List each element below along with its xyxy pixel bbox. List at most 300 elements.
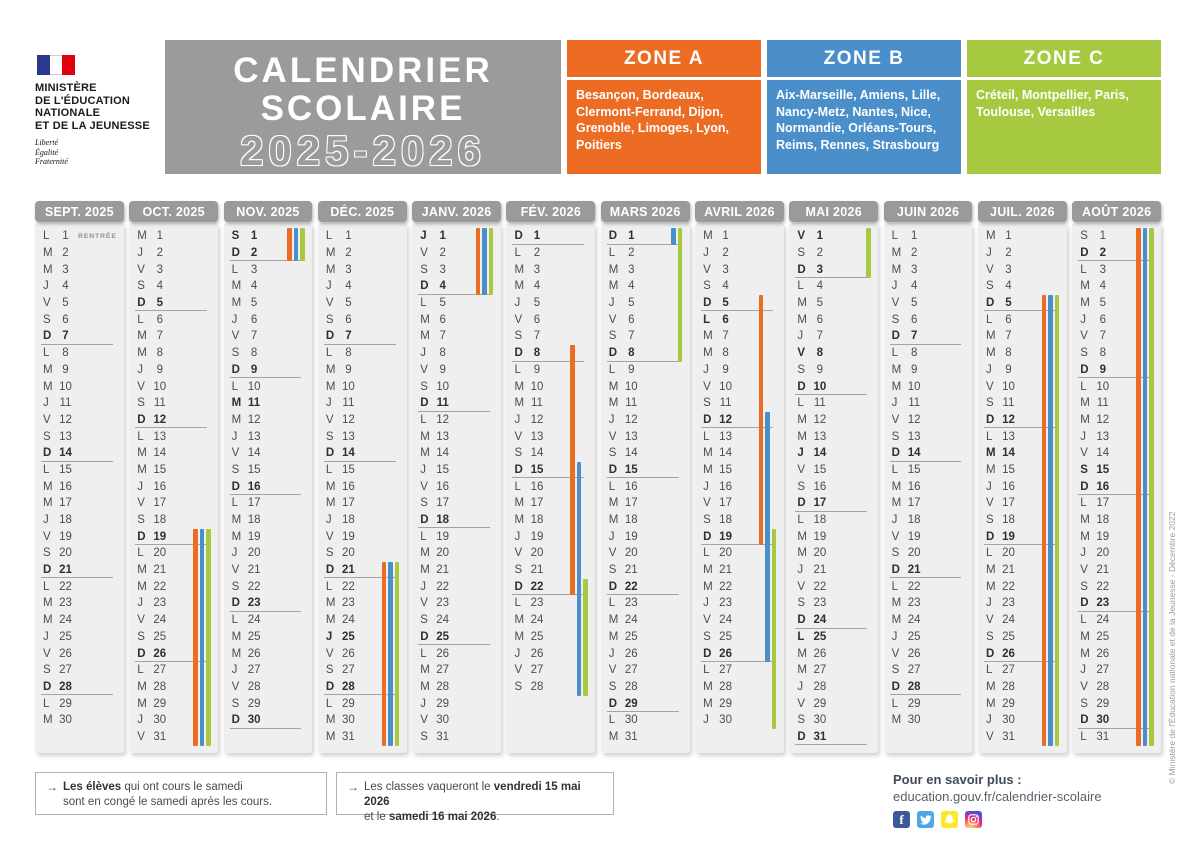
day-number: 25 — [436, 630, 450, 643]
day-row — [978, 428, 1067, 445]
day-row — [318, 595, 407, 612]
day-number: 15 — [59, 463, 72, 476]
day-letter: M — [985, 447, 996, 460]
day-letter: V — [797, 463, 806, 476]
day-number: 24 — [1002, 614, 1015, 627]
day-number: 4 — [816, 280, 824, 293]
may-bridge-note — [336, 772, 614, 823]
day-letter: J — [514, 297, 521, 310]
day-number: 6 — [533, 313, 541, 326]
day-row — [318, 278, 407, 295]
day-letter: M — [1080, 397, 1090, 410]
day-number: 5 — [156, 297, 163, 310]
day-letter: D — [985, 413, 995, 426]
month-header: FÉV. 2026 — [506, 201, 595, 222]
day-number: 21 — [530, 564, 544, 577]
day-row — [35, 679, 124, 696]
day-row — [1072, 311, 1161, 328]
day-row — [978, 695, 1067, 712]
month-body — [695, 223, 784, 753]
day-letter: S — [608, 330, 617, 343]
day-letter: L — [43, 230, 50, 243]
day-letter: L — [797, 630, 805, 643]
day-row — [129, 378, 218, 395]
day-letter: D — [797, 263, 806, 276]
day-letter: S — [1080, 230, 1088, 243]
day-number: 7 — [722, 330, 729, 343]
day-number: 16 — [153, 480, 167, 493]
day-row — [978, 295, 1067, 312]
day-row — [318, 412, 407, 429]
day-number: 25 — [624, 630, 638, 643]
day-letter: M — [420, 430, 430, 443]
day-letter: L — [797, 397, 804, 410]
day-row — [695, 612, 784, 629]
day-letter: M — [1080, 630, 1090, 643]
day-row — [601, 412, 690, 429]
day-letter: D — [231, 714, 240, 727]
day-number: 12 — [1002, 413, 1015, 426]
day-letter: V — [985, 614, 994, 627]
day-number: 12 — [341, 413, 355, 426]
day-row — [129, 562, 218, 579]
day-number: 4 — [1099, 280, 1106, 293]
saturday-note — [35, 772, 327, 815]
day-letter: L — [325, 580, 333, 593]
day-row — [506, 512, 595, 529]
day-number: 2 — [910, 247, 918, 260]
day-letter: S — [43, 547, 51, 560]
day-number: 6 — [816, 313, 824, 326]
day-row — [224, 362, 313, 379]
day-letter: D — [514, 347, 523, 360]
day-number: 11 — [1002, 397, 1015, 410]
day-row — [1072, 328, 1161, 345]
day-letter: M — [703, 564, 713, 577]
day-row — [695, 412, 784, 429]
month-header: OCT. 2025 — [129, 201, 218, 222]
day-row — [224, 395, 313, 412]
day-row — [318, 261, 407, 278]
day-number: 9 — [156, 363, 163, 376]
day-number: 18 — [153, 514, 167, 527]
day-row — [978, 645, 1067, 662]
day-row — [789, 578, 878, 595]
day-letter: L — [325, 230, 333, 243]
twitter-icon[interactable] — [917, 811, 934, 828]
day-number: 9 — [62, 363, 69, 376]
note-segment: . — [496, 811, 500, 823]
day-letter: D — [1080, 714, 1089, 727]
day-letter: L — [985, 430, 993, 443]
day-letter: M — [43, 497, 53, 510]
day-letter: M — [325, 614, 336, 627]
day-row — [601, 578, 690, 595]
day-letter: D — [703, 297, 712, 310]
day-row — [412, 662, 501, 679]
day-letter: S — [514, 330, 523, 343]
day-letter: V — [514, 664, 523, 677]
day-letter: D — [797, 730, 806, 743]
day-letter: M — [43, 714, 53, 727]
day-row — [506, 595, 595, 612]
day-letter: V — [985, 730, 994, 743]
day-row — [224, 528, 313, 545]
day-number: 11 — [342, 397, 355, 410]
day-number: 6 — [1099, 313, 1106, 326]
day-number: 3 — [250, 263, 258, 276]
day-row — [224, 478, 313, 495]
day-row — [224, 712, 313, 729]
day-letter: J — [43, 397, 49, 410]
vacation-bar-zone-a — [570, 345, 575, 596]
day-row — [318, 528, 407, 545]
day-number: 14 — [530, 447, 544, 460]
day-row — [35, 495, 124, 512]
day-row — [695, 645, 784, 662]
day-number: 16 — [624, 480, 638, 493]
day-letter: V — [608, 430, 617, 443]
vacation-bar-zone-b — [1048, 295, 1053, 746]
day-number: 2 — [628, 247, 635, 260]
day-letter: M — [891, 380, 902, 393]
day-row — [506, 228, 595, 245]
month-column — [129, 201, 218, 753]
day-letter: M — [703, 680, 713, 693]
day-row — [318, 362, 407, 379]
day-number: 13 — [59, 430, 72, 443]
day-row — [789, 712, 878, 729]
day-letter: M — [420, 330, 430, 343]
day-number: 25 — [1002, 630, 1015, 643]
day-letter: M — [325, 247, 336, 260]
day-row — [35, 428, 124, 445]
day-number: 2 — [722, 247, 729, 260]
day-letter: L — [43, 697, 50, 710]
day-row — [224, 495, 313, 512]
day-number: 15 — [719, 463, 732, 476]
day-row — [601, 545, 690, 562]
day-letter: S — [420, 380, 428, 393]
day-letter: S — [325, 430, 334, 443]
zone-c-cities: Créteil, Montpellier, Paris, Toulouse, Versailles — [967, 80, 1161, 174]
day-letter: M — [608, 497, 619, 510]
day-letter: S — [325, 313, 334, 326]
day-row — [318, 378, 407, 395]
day-number: 4 — [910, 280, 918, 293]
day-number: 16 — [436, 480, 450, 493]
day-row — [789, 362, 878, 379]
note-segment: Les élèves — [63, 781, 122, 793]
day-letter: J — [985, 714, 992, 727]
day-row — [35, 395, 124, 412]
day-number: 28 — [1096, 680, 1110, 693]
day-row — [884, 295, 973, 312]
day-number: 29 — [813, 697, 827, 710]
day-number: 30 — [247, 714, 261, 727]
day-row — [506, 395, 595, 412]
day-number: 16 — [341, 480, 355, 493]
day-row — [1072, 462, 1161, 479]
day-number: 27 — [436, 664, 450, 677]
day-row — [224, 295, 313, 312]
day-number: 22 — [341, 580, 355, 593]
day-letter: M — [891, 714, 902, 727]
day-number: 17 — [813, 497, 827, 510]
day-letter: D — [703, 530, 712, 543]
day-row — [884, 512, 973, 529]
day-row — [318, 478, 407, 495]
day-number: 16 — [1096, 480, 1110, 493]
day-number: 17 — [530, 497, 544, 510]
day-number: 4 — [250, 280, 258, 293]
day-letter: V — [703, 380, 711, 393]
day-letter: L — [325, 697, 333, 710]
day-row — [1072, 528, 1161, 545]
day-letter: V — [43, 530, 51, 543]
day-row — [129, 695, 218, 712]
day-letter: S — [703, 397, 711, 410]
day-number: 7 — [439, 330, 446, 343]
zone-a-header: ZONE A — [567, 40, 761, 77]
day-row — [884, 662, 973, 679]
month-header: MAI 2026 — [789, 201, 878, 222]
month-header: JUIL. 2026 — [978, 201, 1067, 222]
day-letter: M — [608, 380, 619, 393]
day-row — [318, 462, 407, 479]
day-row — [695, 395, 784, 412]
day-letter: D — [608, 697, 618, 710]
day-letter: S — [420, 263, 428, 276]
day-number: 24 — [1096, 614, 1110, 627]
day-letter: J — [891, 630, 898, 643]
day-row — [789, 595, 878, 612]
day-letter: D — [231, 597, 240, 610]
day-number: 13 — [1002, 430, 1015, 443]
day-letter: M — [891, 497, 902, 510]
day-letter: D — [891, 564, 900, 577]
school-year: 2025-2026 — [240, 127, 486, 174]
day-number: 3 — [910, 263, 918, 276]
day-number: 12 — [1096, 413, 1110, 426]
day-letter: V — [985, 263, 994, 276]
day-letter: V — [608, 547, 617, 560]
day-number: 27 — [153, 664, 167, 677]
day-number: 29 — [719, 697, 732, 710]
day-number: 15 — [436, 463, 450, 476]
day-letter: L — [797, 280, 804, 293]
day-letter: M — [137, 580, 147, 593]
title-box — [165, 40, 561, 174]
day-letter: S — [514, 680, 523, 693]
day-number: 12 — [59, 413, 72, 426]
calendar-url[interactable]: education.gouv.fr/calendrier-scolaire — [893, 789, 1102, 804]
day-letter: M — [514, 380, 525, 393]
day-row — [978, 562, 1067, 579]
day-letter: M — [985, 697, 996, 710]
day-row — [601, 478, 690, 495]
day-number: 25 — [813, 630, 827, 643]
day-letter: S — [797, 597, 806, 610]
day-row — [224, 345, 313, 362]
day-number: 26 — [813, 647, 827, 660]
day-number: 21 — [813, 564, 827, 577]
day-letter: L — [43, 347, 50, 360]
day-letter: D — [608, 230, 618, 243]
day-number: 25 — [719, 630, 732, 643]
day-letter: S — [608, 680, 617, 693]
day-letter: M — [891, 363, 902, 376]
day-number: 2 — [250, 247, 258, 260]
day-row — [789, 345, 878, 362]
day-letter: J — [797, 330, 804, 343]
day-number: 21 — [341, 564, 355, 577]
day-row — [224, 445, 313, 462]
facebook-icon[interactable]: f — [893, 811, 910, 828]
day-row — [506, 261, 595, 278]
day-letter: L — [325, 463, 333, 476]
day-row — [1072, 545, 1161, 562]
day-letter: M — [137, 463, 147, 476]
day-letter: M — [514, 497, 525, 510]
day-number: 6 — [156, 313, 163, 326]
day-letter: M — [891, 263, 902, 276]
snapchat-icon[interactable] — [941, 811, 958, 828]
day-number: 16 — [907, 480, 921, 493]
day-row — [695, 562, 784, 579]
day-letter: V — [514, 547, 523, 560]
day-letter: V — [420, 714, 428, 727]
day-number: 3 — [345, 263, 352, 276]
day-row — [601, 378, 690, 395]
vacation-bar-zone-c — [300, 228, 305, 261]
day-number: 28 — [624, 680, 638, 693]
day-row — [129, 462, 218, 479]
zone-c-header: ZONE C — [967, 40, 1161, 77]
day-letter: J — [608, 530, 615, 543]
day-row — [695, 378, 784, 395]
day-row — [978, 712, 1067, 729]
day-row — [1072, 562, 1161, 579]
day-row — [978, 545, 1067, 562]
day-number: 14 — [59, 447, 72, 460]
day-number: 25 — [1096, 630, 1110, 643]
month-header: NOV. 2025 — [224, 201, 313, 222]
day-number: 23 — [247, 597, 261, 610]
day-letter: M — [137, 330, 147, 343]
day-row — [35, 562, 124, 579]
day-row — [318, 495, 407, 512]
instagram-icon[interactable] — [965, 811, 982, 828]
day-row — [789, 412, 878, 429]
day-row — [884, 261, 973, 278]
day-number: 10 — [624, 380, 638, 393]
day-number: 7 — [250, 330, 258, 343]
vacation-bar-zone-c — [206, 529, 211, 746]
day-number: 5 — [345, 297, 352, 310]
day-row — [884, 562, 973, 579]
day-letter: V — [420, 363, 428, 376]
day-letter: J — [420, 697, 426, 710]
day-row — [129, 428, 218, 445]
day-number: 4 — [628, 280, 635, 293]
day-letter: S — [985, 514, 994, 527]
day-row — [1072, 629, 1161, 646]
day-number: 8 — [910, 347, 918, 360]
day-letter: M — [985, 580, 996, 593]
day-letter: J — [1080, 313, 1087, 326]
day-letter: M — [608, 614, 619, 627]
day-row — [1072, 645, 1161, 662]
day-row — [789, 695, 878, 712]
day-letter: D — [1080, 363, 1089, 376]
month-body — [789, 223, 878, 753]
vacation-bar-zone-c — [678, 228, 683, 362]
day-letter: M — [514, 280, 525, 293]
month-body — [1072, 223, 1161, 753]
day-letter: L — [608, 480, 616, 493]
month-column — [506, 201, 595, 753]
day-row — [224, 679, 313, 696]
day-letter: M — [891, 247, 902, 260]
day-number: 6 — [250, 313, 258, 326]
day-number: 22 — [719, 580, 732, 593]
day-number: 13 — [247, 430, 261, 443]
day-number: 22 — [247, 580, 261, 593]
day-letter: L — [608, 597, 616, 610]
day-number: 26 — [59, 647, 72, 660]
note-segment: et le — [364, 811, 389, 823]
day-number: 8 — [816, 347, 824, 360]
day-letter: M — [137, 230, 147, 243]
day-row — [884, 278, 973, 295]
vacation-bar-zone-b — [200, 529, 205, 746]
day-row — [1072, 428, 1161, 445]
day-number: 12 — [907, 413, 921, 426]
month-column — [224, 201, 313, 753]
day-row — [695, 495, 784, 512]
day-number: 14 — [719, 447, 732, 460]
day-letter: V — [703, 263, 711, 276]
day-row — [35, 578, 124, 595]
day-letter: L — [797, 514, 804, 527]
day-number: 11 — [813, 397, 826, 410]
day-row — [601, 328, 690, 345]
day-number: 16 — [59, 480, 72, 493]
day-row — [35, 311, 124, 328]
day-letter: M — [891, 597, 902, 610]
month-column — [1072, 201, 1161, 753]
day-letter: L — [891, 580, 899, 593]
day-number: 26 — [1002, 647, 1015, 660]
day-row — [412, 295, 501, 312]
day-letter: J — [43, 630, 49, 643]
day-number: 14 — [436, 447, 450, 460]
day-letter: D — [514, 580, 523, 593]
day-number: 23 — [436, 597, 450, 610]
day-letter: M — [514, 630, 525, 643]
day-number: 18 — [1096, 514, 1110, 527]
day-letter: S — [325, 547, 334, 560]
day-row — [884, 445, 973, 462]
day-letter: L — [608, 247, 616, 260]
day-letter: L — [891, 697, 899, 710]
day-number: 19 — [813, 530, 827, 543]
day-row — [978, 495, 1067, 512]
day-letter: V — [325, 413, 334, 426]
day-number: 20 — [530, 547, 544, 560]
day-number: 26 — [530, 647, 544, 660]
